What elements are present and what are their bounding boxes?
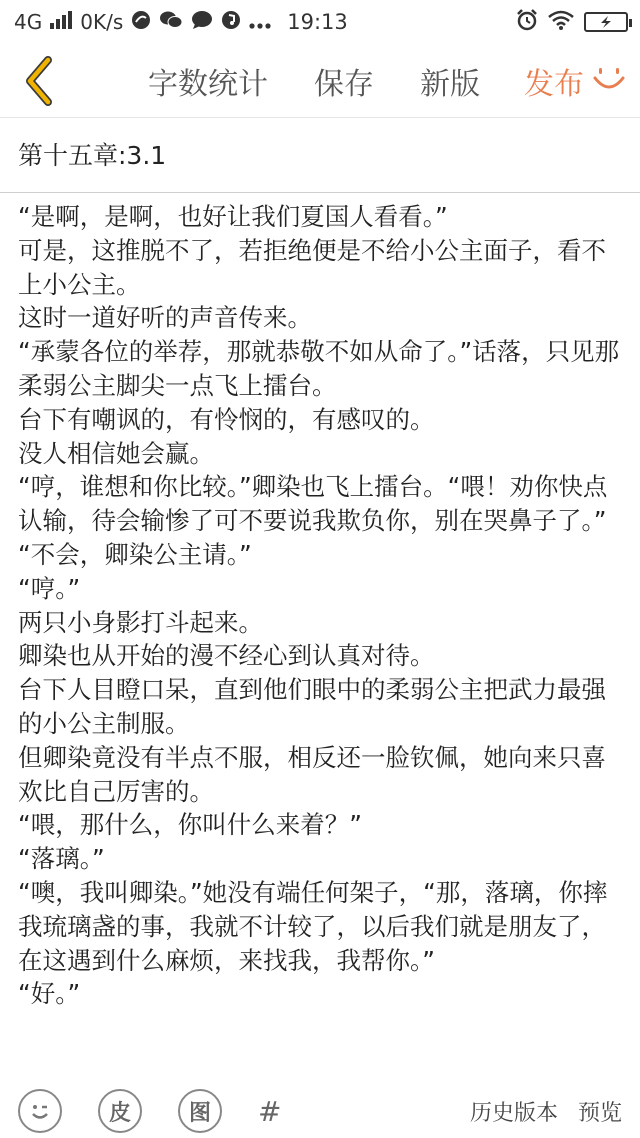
- emoji-button[interactable]: [18, 1089, 62, 1133]
- clock-time: 19:13: [287, 10, 348, 34]
- preview-button[interactable]: 预览: [577, 1100, 622, 1126]
- smile-icon[interactable]: [592, 64, 626, 98]
- paragraph: 台下有嘲讽的，有怜悯的，有感叹的。: [18, 404, 435, 434]
- save-button[interactable]: 保存: [314, 66, 374, 102]
- chapter-title-field[interactable]: 第十五章:3.1: [0, 119, 640, 193]
- paragraph: 可是，这推脱不了，若拒绝便是不给小公主面子，看不上小公主。: [18, 235, 606, 299]
- word-count-button[interactable]: 字数统计: [148, 66, 268, 102]
- paragraph: “喂，那什么，你叫什么来着？”: [18, 810, 362, 840]
- paragraph: “噢，我叫卿染。”她没有端任何架子，“那，落璃，你摔我琉璃盏的事，我就不计较了，以后我们就是朋友了，在这遇到什么麻烦，来找我，我帮你。”: [18, 877, 608, 975]
- network-speed: 0K/s: [80, 10, 124, 34]
- editor-toolbar: [0, 44, 640, 118]
- paragraph: 没人相信她会赢。: [18, 438, 214, 468]
- paragraph: “好。”: [18, 979, 81, 1009]
- paragraph: “不会，卿染公主请。”: [18, 539, 252, 569]
- image-button[interactable]: [178, 1089, 222, 1133]
- paragraph: 卿染也从开始的漫不经心到认真对待。: [18, 641, 435, 671]
- alarm-icon: [516, 9, 538, 36]
- chapter-body-editor[interactable]: [18, 200, 624, 1011]
- message-icon: [191, 10, 213, 35]
- wechat-icon: [159, 10, 183, 35]
- paragraph: 两只小身影打斗起来。: [18, 607, 263, 637]
- paragraph: “是啊，是啊，也好让我们夏国人看看。”: [18, 202, 448, 231]
- back-button[interactable]: [14, 51, 64, 111]
- paragraph: 但卿染竟没有半点不服，相反还一脸钦佩，她向来只喜欢比自己厉害的。: [18, 742, 606, 806]
- new-version-button[interactable]: 新版: [420, 66, 480, 102]
- publish-button[interactable]: 发布: [524, 66, 584, 102]
- paragraph: 这时一道好听的声音传来。: [18, 303, 312, 333]
- paragraph: “落璃。”: [18, 844, 105, 874]
- paragraph: 台下人目瞪口呆，直到他们眼中的柔弱公主把武力最强的小公主制服。: [18, 675, 606, 738]
- network-label: 4G: [14, 10, 43, 34]
- paragraph: “哼。”: [18, 573, 81, 603]
- skin-button[interactable]: [98, 1089, 142, 1133]
- history-version-button[interactable]: 历史版本: [469, 1100, 558, 1126]
- emoji-icon: [25, 1096, 55, 1126]
- paragraph: “哼，谁想和你比较。”卿染也飞上擂台。“喂！劝你快点认输，待会输惨了可不要说我欺负你，别在哭鼻子了。”: [18, 472, 608, 536]
- image-label: 图: [188, 1100, 211, 1126]
- paragraph: “承蒙各位的举荐，那就恭敬不如从命了。”话落，只见那柔弱公主脚尖一点飞上擂台。: [18, 337, 620, 400]
- more-icon: [249, 10, 271, 34]
- app-notification-icon: [131, 10, 151, 35]
- wifi-icon: [548, 10, 574, 35]
- music-icon: [221, 10, 241, 35]
- hashtag-button[interactable]: #: [258, 1094, 282, 1128]
- bottom-toolbar: [0, 1084, 640, 1138]
- chevron-left-icon: [22, 56, 56, 106]
- skin-label: 皮: [108, 1100, 131, 1126]
- battery-icon: [584, 12, 628, 32]
- status-bar: [0, 0, 640, 44]
- signal-icon: [50, 10, 72, 34]
